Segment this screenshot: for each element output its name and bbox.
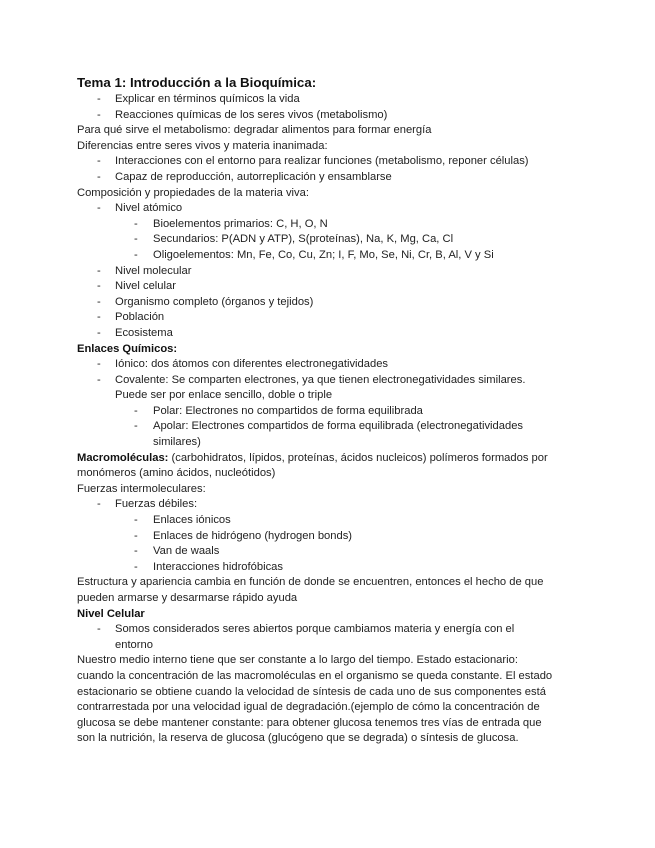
macromoleculas-line bbox=[77, 451, 577, 467]
sub-list-item: - Interacciones hidrofóbicas bbox=[77, 560, 577, 576]
list-item: - Covalente: Se comparten electrones, ya que tienen electronegatividades similares. bbox=[77, 373, 577, 389]
list-item: - Capaz de reproducción, autorreplicación y ensamblarse bbox=[77, 170, 577, 186]
list-item: - Reacciones químicas de los seres vivos (metabolismo) bbox=[77, 108, 577, 124]
list-item: - Nivel molecular bbox=[77, 264, 577, 280]
composition-heading: Composición y propiedades de la materia viva: bbox=[77, 186, 309, 199]
paragraph-line: glucosa se debe mantener constante: para obtener glucosa tenemos tres vías de entrada que bbox=[77, 716, 542, 729]
macromoleculas-label: Macromoléculas: bbox=[77, 451, 169, 464]
document-page bbox=[77, 74, 577, 747]
sub-list-item: - Enlaces de hidrógeno (hydrogen bonds) bbox=[77, 529, 577, 545]
nivel-celular-heading: Nivel Celular bbox=[77, 607, 145, 620]
list-item: - Somos considerados seres abiertos porque cambiamos materia y energía con el bbox=[77, 622, 577, 638]
list-item: - Iónico: dos átomos con diferentes electronegatividades bbox=[77, 357, 577, 373]
list-item: - Fuerzas débiles: bbox=[77, 497, 577, 513]
sub-list-item: - Apolar: Electrones compartidos de forma equilibrada (electronegatividades bbox=[77, 419, 577, 435]
enlaces-heading: Enlaces Químicos: bbox=[77, 342, 178, 355]
sub-list-item: - Enlaces iónicos bbox=[77, 513, 577, 529]
paragraph-line: son la nutrición, la reserva de glucosa (glucógeno que se degrada) o síntesis de glucosa. bbox=[77, 732, 519, 745]
sub-list-item: - Van de waals bbox=[77, 544, 577, 560]
list-item: - Nivel atómico bbox=[77, 201, 577, 217]
list-item: - Interacciones con el entorno para realizar funciones (metabolismo, reponer células) bbox=[77, 154, 577, 170]
list-item: - Organismo completo (órganos y tejidos) bbox=[77, 295, 577, 311]
page-title: Tema 1: Introducción a la Bioquímica: bbox=[77, 75, 317, 90]
sub-list-item: - Oligoelementos: Mn, Fe, Co, Cu, Zn; I, F, Mo, Se, Ni, Cr, B, Al, V y Si bbox=[77, 248, 577, 264]
sub-list-item: - Polar: Electrones no compartidos de forma equilibrada bbox=[77, 404, 577, 420]
macromoleculas-text: (carbohidratos, lípidos, proteínas, ácidos nucleicos) polímeros formados por bbox=[168, 451, 548, 464]
paragraph-line: cuando la concentración de las macromoléculas en el organismo se queda constante. El estado bbox=[77, 669, 553, 682]
sub-list-item-continuation: similares) bbox=[153, 436, 201, 449]
list-item: - Explicar en términos químicos la vida bbox=[77, 92, 577, 108]
list-item: - Ecosistema bbox=[77, 326, 577, 342]
metabolism-line: Para qué sirve el metabolismo: degradar alimentos para formar energía bbox=[77, 124, 432, 137]
paragraph-line: Nuestro medio interno tiene que ser constante a lo largo del tiempo. Estado estacionario: bbox=[77, 654, 518, 667]
paragraph-line: contrarrestada por una velocidad igual de degradación.(ejemplo de cómo la concentración de bbox=[77, 701, 540, 714]
sub-list-item: - Secundarios: P(ADN y ATP), S(proteínas), Na, K, Mg, Ca, Cl bbox=[77, 232, 577, 248]
list-item-continuation: Puede ser por enlace sencillo, doble o triple bbox=[115, 389, 333, 402]
paragraph-line: estacionario se obtiene cuando la velocidad de síntesis de cada uno de sus componentes está bbox=[77, 685, 546, 698]
sub-list-item: - Bioelementos primarios: C, H, O, N bbox=[77, 217, 577, 233]
fuerzas-heading: Fuerzas intermoleculares: bbox=[77, 482, 206, 495]
estructura-line-2: pueden armarse y desarmarse rápido ayuda bbox=[77, 592, 298, 604]
list-item: - Población bbox=[77, 310, 577, 326]
differences-heading: Diferencias entre seres vivos y materia inanimada: bbox=[77, 139, 328, 152]
macromoleculas-line-2: monómeros (amino ácidos, nucleótidos) bbox=[77, 467, 276, 480]
estructura-line: Estructura y apariencia cambia en función de donde se encuentren, entonces el hecho de que bbox=[77, 576, 544, 589]
list-item-continuation: entorno bbox=[115, 638, 153, 651]
list-item: - Nivel celular bbox=[77, 279, 577, 295]
